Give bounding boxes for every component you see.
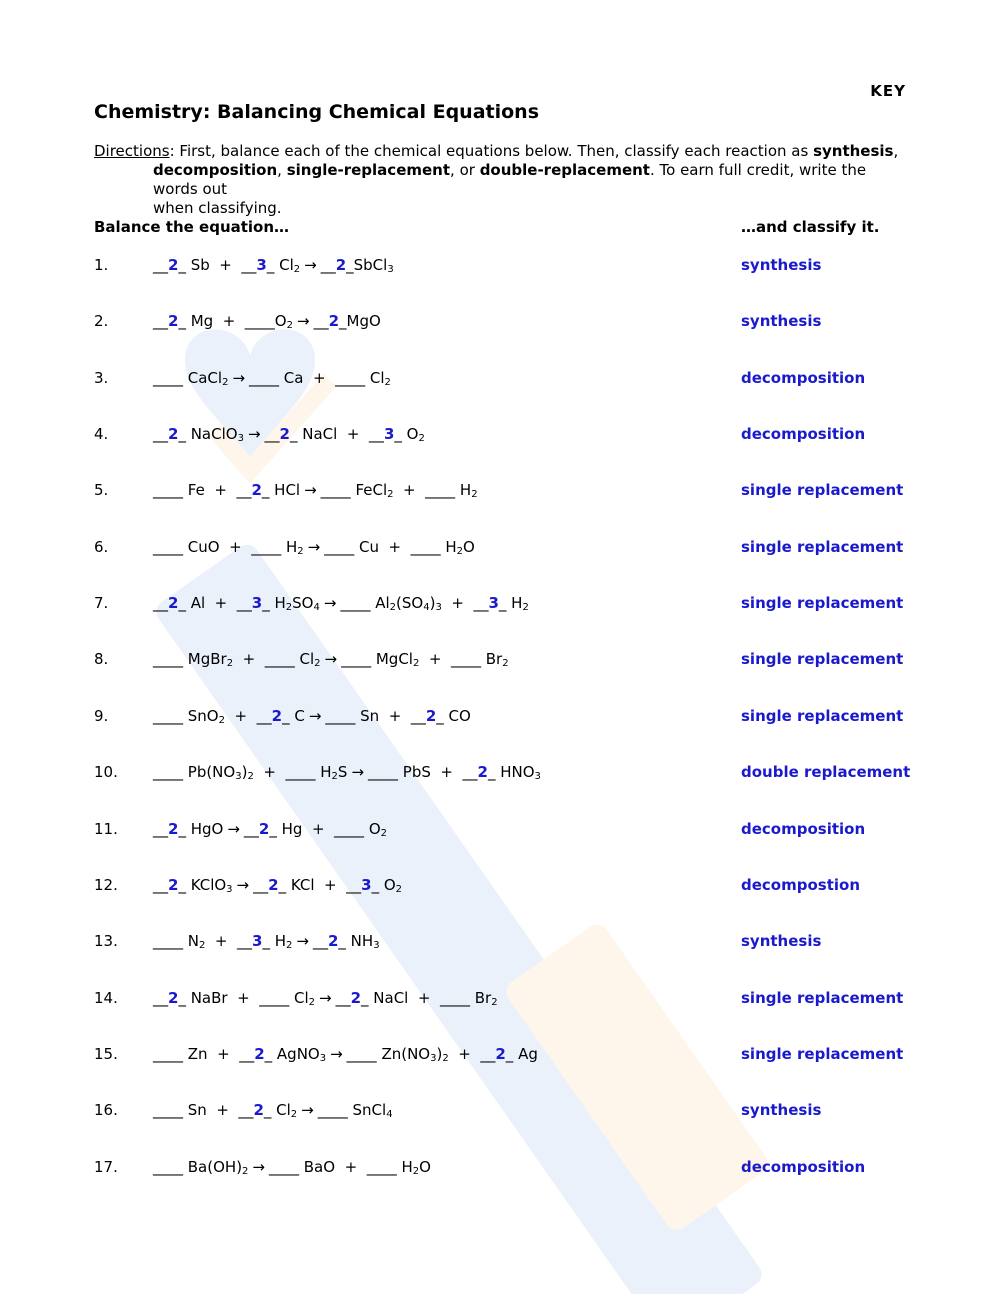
equation-text: + __ <box>441 594 489 612</box>
subscript: 3 <box>237 433 244 444</box>
subscript: 3 <box>435 602 442 613</box>
chemical-equation <box>153 369 391 387</box>
arrow-right-icon: → <box>227 820 240 838</box>
answer-coefficient: 2 <box>251 481 262 499</box>
answer-coefficient: 2 <box>350 989 362 1007</box>
equation-text: ) <box>429 594 436 612</box>
equation-text: _ Hg + ____ O <box>269 820 381 838</box>
equation-text: __ <box>153 312 168 330</box>
subscript: 2 <box>331 771 338 782</box>
equation-text: ____ Pb(NO <box>153 763 236 781</box>
answer-coefficient: 2 <box>328 312 340 330</box>
chemical-equation <box>153 932 380 950</box>
classification-answer: decomposition <box>741 369 866 387</box>
equation-text: _ NaBr + ____ Cl <box>178 989 309 1007</box>
subscript: 2 <box>442 1053 449 1064</box>
equation-text: ____ N <box>153 932 199 950</box>
subscript: 2 <box>297 546 304 557</box>
equation-text: ____ Sn + __ <box>325 707 426 725</box>
equation-text: ____ CuO + ____ H <box>153 538 298 556</box>
table-row <box>0 876 1000 900</box>
equation-text: ____ Zn + __ <box>153 1045 255 1063</box>
equation-text: _ O <box>394 425 419 443</box>
equation-text: _ H <box>262 932 287 950</box>
equation-text: ____ Cu + ____ H <box>324 538 457 556</box>
equation-text: ____ FeCl <box>320 481 388 499</box>
answer-coefficient: 2 <box>279 425 290 443</box>
equation-text: __ <box>313 312 329 330</box>
table-row <box>0 932 1000 956</box>
equation-text: O <box>419 1158 431 1176</box>
answer-coefficient: 3 <box>252 932 263 950</box>
equation-text: __ <box>264 425 280 443</box>
answer-coefficient: 3 <box>383 425 395 443</box>
answer-coefficient: 2 <box>168 876 179 894</box>
answer-coefficient: 2 <box>168 594 179 612</box>
arrow-right-icon: → <box>296 932 309 950</box>
equation-text: ____ Sn + __ <box>153 1101 254 1119</box>
term-double-replacement: double-replacement <box>479 161 650 179</box>
answer-coefficient: 2 <box>477 763 488 781</box>
problem-number: 16. <box>94 1101 118 1119</box>
subscript: 2 <box>412 1166 420 1177</box>
table-row <box>0 369 1000 393</box>
problem-number: 7. <box>94 594 109 612</box>
equation-text: _ AgNO <box>264 1045 320 1063</box>
equation-text: _ Ag <box>505 1045 538 1063</box>
answer-coefficient: 2 <box>168 425 179 443</box>
classification-answer: decompostion <box>741 876 861 894</box>
table-row <box>0 594 1000 618</box>
equation-text: _ CO <box>436 707 471 725</box>
equation-text: _ HNO <box>487 763 535 781</box>
arrow-right-icon: → <box>232 369 246 387</box>
answer-coefficient: 3 <box>256 256 267 274</box>
arrow-right-icon: → <box>304 481 317 499</box>
equation-text: + __ <box>205 932 253 950</box>
problem-number: 5. <box>94 481 109 499</box>
equation-text: ____ BaO + ____ H <box>269 1158 413 1176</box>
equation-text: + __ <box>448 1045 496 1063</box>
subscript: 3 <box>235 771 242 782</box>
subscript: 2 <box>242 1166 249 1177</box>
problem-number: 17. <box>94 1158 118 1176</box>
equation-text: + ____ Br <box>419 650 503 668</box>
equation-text: __ <box>153 876 168 894</box>
column-header-balance: Balance the equation… <box>94 218 290 236</box>
subscript: 2 <box>286 940 293 951</box>
term-synthesis: synthesis <box>813 142 894 160</box>
classification-answer: synthesis <box>741 312 822 330</box>
chemical-equation <box>153 256 394 274</box>
equation-text: ____ MgCl <box>341 650 413 668</box>
equation-text: _ NaCl + ____ Br <box>361 989 492 1007</box>
subscript: 2 <box>389 602 397 613</box>
equation-text: ____ Al <box>340 594 390 612</box>
subscript: 4 <box>386 1109 393 1120</box>
subscript: 2 <box>286 320 293 331</box>
subscript: 2 <box>418 433 425 444</box>
classification-answer: single replacement <box>741 538 904 556</box>
subscript: 3 <box>387 264 394 275</box>
answer-coefficient: 2 <box>268 876 279 894</box>
equation-text: __ <box>153 820 168 838</box>
subscript: 2 <box>522 602 529 613</box>
equation-text: _ C <box>282 707 305 725</box>
answer-coefficient: 2 <box>495 1045 506 1063</box>
subscript: 2 <box>247 771 254 782</box>
classification-answer: single replacement <box>741 594 904 612</box>
table-row <box>0 1045 1000 1069</box>
table-row <box>0 707 1000 731</box>
equation-text: __ <box>153 989 168 1007</box>
answer-coefficient: 3 <box>488 594 499 612</box>
arrow-right-icon: → <box>351 763 365 781</box>
table-row <box>0 989 1000 1013</box>
equation-text: ) <box>241 763 248 781</box>
subscript: 4 <box>313 602 320 613</box>
term-decomposition: decomposition <box>153 161 278 179</box>
classification-answer: single replacement <box>741 650 904 668</box>
equation-text: _ Al + __ <box>178 594 252 612</box>
classification-answer: double replacement <box>741 763 911 781</box>
subscript: 4 <box>423 602 430 613</box>
problem-number: 10. <box>94 763 118 781</box>
classification-answer: synthesis <box>741 256 822 274</box>
chemical-equation <box>153 481 478 499</box>
problem-number: 3. <box>94 369 109 387</box>
equation-text: __ <box>253 876 269 894</box>
arrow-right-icon: → <box>319 989 332 1007</box>
chemical-equation <box>153 1101 393 1119</box>
classification-answer: synthesis <box>741 1101 822 1119</box>
problem-number: 12. <box>94 876 118 894</box>
equation-text: ____ Ca + ____ Cl <box>249 369 385 387</box>
equation-text: _ Cl <box>263 1101 291 1119</box>
equation-text: __ <box>335 989 351 1007</box>
directions-label: Directions <box>94 142 170 160</box>
subscript: 2 <box>384 377 391 388</box>
subscript: 3 <box>319 1053 327 1064</box>
subscript: 2 <box>387 489 394 500</box>
subscript: 3 <box>430 1053 437 1064</box>
subscript: 2 <box>308 997 316 1008</box>
subscript: 2 <box>502 658 509 669</box>
arrow-right-icon: → <box>324 650 338 668</box>
answer-coefficient: 3 <box>251 594 263 612</box>
subscript: 2 <box>222 377 229 388</box>
equation-text: _ Mg + ____O <box>178 312 287 330</box>
classification-answer: single replacement <box>741 481 904 499</box>
arrow-right-icon: → <box>304 256 317 274</box>
problem-number: 9. <box>94 707 109 725</box>
problem-number: 1. <box>94 256 109 274</box>
arrow-right-icon: → <box>236 876 250 894</box>
equation-text: _SbCl <box>346 256 388 274</box>
equation-text: ____ SnO <box>153 707 219 725</box>
equation-text: __ <box>243 820 259 838</box>
subscript: 2 <box>471 489 478 500</box>
equation-text: ____ PbS + __ <box>368 763 478 781</box>
table-row <box>0 1158 1000 1182</box>
problem-number: 4. <box>94 425 109 443</box>
directions-line-2: decomposition, single-replacement, or double-replacement. To earn full credit, write the words out <box>153 161 867 198</box>
subscript: 2 <box>395 884 403 895</box>
equation-text: O <box>463 538 475 556</box>
answer-coefficient: 2 <box>168 256 179 274</box>
problem-number: 8. <box>94 650 109 668</box>
equation-text: ____ CaCl <box>153 369 223 387</box>
subscript: 2 <box>226 658 234 669</box>
subscript: 2 <box>290 1109 298 1120</box>
chemical-equation <box>153 425 425 443</box>
equation-text: _ NaCl + __ <box>289 425 384 443</box>
answer-coefficient: 2 <box>258 820 270 838</box>
answer-coefficient: 2 <box>253 1101 264 1119</box>
chemical-equation <box>153 1045 538 1063</box>
subscript: 2 <box>412 658 420 669</box>
term-single-replacement: single-replacement <box>286 161 451 179</box>
equation-text: + ____ H <box>393 481 472 499</box>
subscript: 2 <box>380 828 388 839</box>
arrow-right-icon: → <box>308 707 322 725</box>
equation-text: + ____ Cl <box>233 650 315 668</box>
subscript: 2 <box>218 715 225 726</box>
equation-text: _ H <box>498 594 523 612</box>
table-row <box>0 650 1000 674</box>
equation-text: __ <box>153 256 168 274</box>
equation-text: _ NaClO <box>178 425 238 443</box>
table-row <box>0 312 1000 336</box>
equation-text: ____ Zn(NO <box>346 1045 431 1063</box>
subscript: 3 <box>226 884 233 895</box>
problem-number: 6. <box>94 538 109 556</box>
chemical-equation <box>153 763 541 781</box>
equation-text: ____ MgBr <box>153 650 227 668</box>
equation-text: ____ Fe + __ <box>153 481 252 499</box>
answer-coefficient: 2 <box>254 1045 265 1063</box>
directions-line-3: when classifying. <box>153 199 282 217</box>
equation-text: __ <box>312 932 328 950</box>
equation-text: _ HCl <box>261 481 301 499</box>
arrow-right-icon: → <box>307 538 321 556</box>
subscript: 2 <box>456 546 464 557</box>
subscript: 2 <box>491 997 498 1008</box>
arrow-right-icon: → <box>247 425 261 443</box>
table-row <box>0 763 1000 787</box>
equation-text: _ Sb + __ <box>178 256 257 274</box>
subscript: 2 <box>285 602 293 613</box>
problem-number: 11. <box>94 820 118 838</box>
page-title: Chemistry: Balancing Chemical Equations <box>94 101 539 123</box>
chemical-equation <box>153 538 475 556</box>
answer-coefficient: 2 <box>425 707 437 725</box>
table-row <box>0 256 1000 280</box>
subscript: 2 <box>199 940 206 951</box>
subscript: 2 <box>293 264 301 275</box>
equation-text: + ____ H <box>253 763 332 781</box>
problem-number: 15. <box>94 1045 118 1063</box>
answer-coefficient: 2 <box>327 932 339 950</box>
equation-text: ) <box>436 1045 443 1063</box>
equation-text: _ NH <box>338 932 374 950</box>
problem-number: 13. <box>94 932 118 950</box>
arrow-right-icon: → <box>323 594 337 612</box>
table-row <box>0 481 1000 505</box>
answer-coefficient: 2 <box>335 256 347 274</box>
equation-text: __ <box>320 256 336 274</box>
equation-text: ____ Ba(OH) <box>153 1158 243 1176</box>
classification-answer: single replacement <box>741 1045 904 1063</box>
problem-number: 2. <box>94 312 109 330</box>
subscript: 3 <box>373 940 380 951</box>
arrow-right-icon: → <box>297 312 310 330</box>
directions-text-1: : First, balance each of the chemical equations below. Then, classify each reaction as <box>169 142 814 160</box>
classification-answer: decomposition <box>741 1158 866 1176</box>
classification-answer: decomposition <box>741 425 866 443</box>
arrow-right-icon: → <box>301 1101 314 1119</box>
answer-coefficient: 3 <box>361 876 372 894</box>
table-row <box>0 425 1000 449</box>
equation-text: _ O <box>371 876 396 894</box>
subscript: 2 <box>314 658 321 669</box>
equation-text: SO <box>292 594 314 612</box>
equation-text: ____ SnCl <box>317 1101 387 1119</box>
classification-answer: single replacement <box>741 707 904 725</box>
chemical-equation <box>153 594 529 612</box>
equation-text: __ <box>153 594 168 612</box>
chemical-equation <box>153 650 509 668</box>
directions-text-2: . To earn full credit, write the words out <box>153 161 867 198</box>
classification-answer: single replacement <box>741 989 904 1007</box>
chemical-equation <box>153 876 402 894</box>
table-row <box>0 820 1000 844</box>
chemical-equation <box>153 707 471 725</box>
answer-key-label: KEY <box>870 82 906 100</box>
chemical-equation <box>153 820 387 838</box>
answer-coefficient: 2 <box>271 707 283 725</box>
column-header-classify: …and classify it. <box>741 218 880 236</box>
table-row <box>0 1101 1000 1125</box>
equation-text: _ Cl <box>266 256 294 274</box>
watermark-band-accent <box>502 920 772 1235</box>
equation-text: S <box>337 763 348 781</box>
chemical-equation <box>153 312 381 330</box>
problem-number: 14. <box>94 989 118 1007</box>
chemical-equation <box>153 989 498 1007</box>
equation-text: (SO <box>396 594 424 612</box>
table-row <box>0 538 1000 562</box>
equation-text: _ HgO <box>178 820 224 838</box>
classification-answer: decomposition <box>741 820 866 838</box>
equation-text: __ <box>153 425 168 443</box>
arrow-right-icon: → <box>252 1158 265 1176</box>
equation-text: _ KClO <box>178 876 227 894</box>
classification-answer: synthesis <box>741 932 822 950</box>
equation-text: _MgO <box>339 312 381 330</box>
chemical-equation <box>153 1158 431 1176</box>
arrow-right-icon: → <box>330 1045 343 1063</box>
answer-coefficient: 2 <box>168 989 179 1007</box>
answer-coefficient: 2 <box>168 820 179 838</box>
equation-text: + __ <box>224 707 272 725</box>
subscript: 3 <box>534 771 541 782</box>
directions: Directions: First, balance each of the chemical equations below. Then, classify each reaction as synthesis, decomposition, single-replacement, or double-replacement. To earn full credit, write the words out when classifying. <box>94 142 906 218</box>
equation-text: _ KCl + __ <box>278 876 362 894</box>
answer-coefficient: 2 <box>168 312 179 330</box>
equation-text: _ H <box>262 594 286 612</box>
